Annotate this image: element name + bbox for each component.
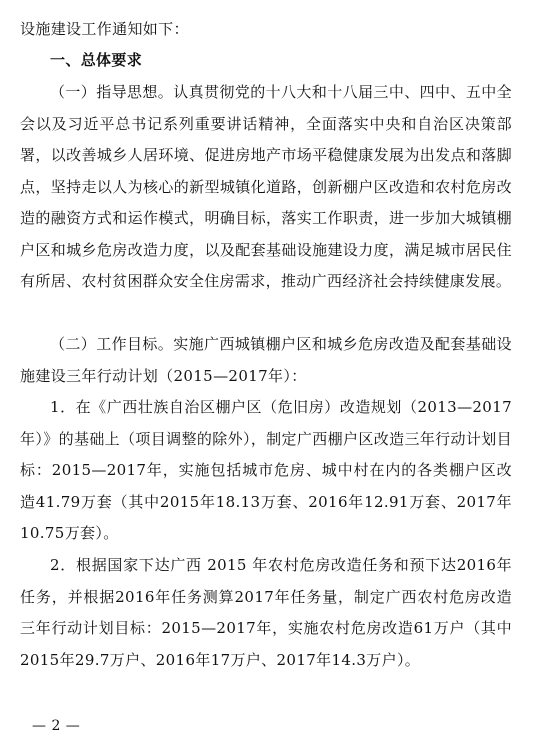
paragraph-shantytown-plan: 1．在《广西壮族自治区棚户区（危旧房）改造规划（2013—2017年）》的基础上（项目调整的除外），制定广西棚户区改造三年行动计划目标：2015—2017年，实施包括城市危房、城中村在内的各类棚户区改造41.79万套（其中2015年18.13万套、2016年12.91万套、2017年10.75万套）。 xyxy=(20,398,512,542)
page-number: — 2 — xyxy=(32,718,81,734)
intro-line: 设施建设工作通知如下： xyxy=(20,20,189,38)
paragraph-rural-housing-plan: 2．根据国家下达广西 2015 年农村危房改造任务和预下达2016年任务，并根据2016年任务测算2017年任务量，制定广西农村危房改造三年行动计划目标：2015—2017年，实施农村危房改造61万户（其中2015年29.7万户、2016年17万户、2017年14.3万户）。 xyxy=(20,556,512,669)
section-heading: 一、总体要求 xyxy=(50,51,143,69)
paragraph-guiding-ideology: （一）指导思想。认真贯彻党的十八大和十八届三中、四中、五中全会以及习近平总书记系列重要讲话精神，全面落实中央和自治区决策部署，以改善城乡人居环境、促进房地产市场平稳健康发展为出发点和落脚点，坚持走以人为核心的新型城镇化道路，创新棚户区改造和农村危房改造的融资方式和运作模式，明确目标，落实工作职责，进一步加大城镇棚户区和城乡危房改造力度，以及配套基础设施建设力度，满足城市居民住有所居、农村贫困群众安全住房需求，推动广西经济社会持续健康发展。 xyxy=(20,83,512,290)
paragraph-work-goals: （二）工作目标。实施广西城镇棚户区和城乡危房改造及配套基础设施建设三年行动计划（2015—2017年）： xyxy=(20,335,512,385)
